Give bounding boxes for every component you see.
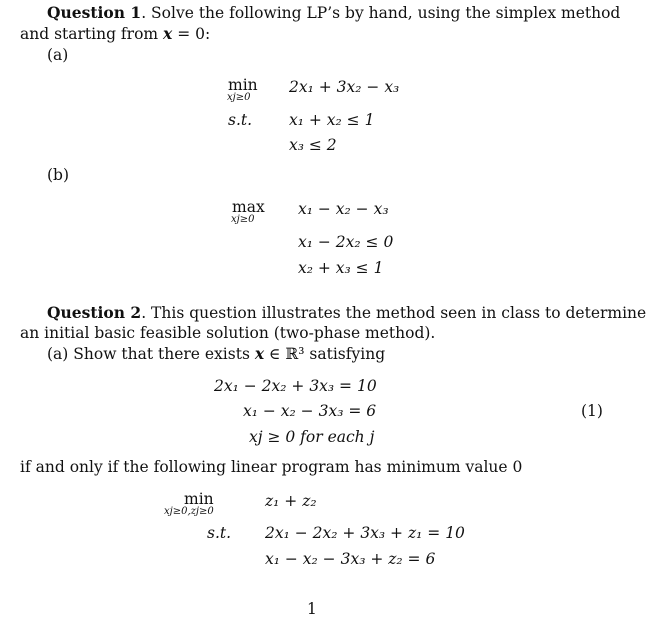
- lp-b-objective: x₁ − x₂ − x₃: [298, 200, 389, 218]
- lp-2-st: s.t.: [207, 524, 232, 542]
- q1-x-vector: x: [163, 24, 173, 43]
- lp-2-objective: z₁ + z₂: [265, 492, 317, 510]
- lp-a-constraint-1: x₁ + x₂ ≤ 1: [289, 111, 375, 129]
- lp-a-cond: xj≥0: [227, 92, 251, 103]
- q2-iff-line: if and only if the following linear program has minimum value 0: [20, 458, 523, 476]
- lp-2-opt: min: [184, 490, 214, 508]
- q2-heading: Question 2: [47, 303, 142, 322]
- q2-line3: [47, 345, 385, 363]
- q2-set-text: ∈ ℝ³ satisfying: [264, 345, 386, 363]
- page-number: 1: [307, 600, 317, 618]
- lp-a-objective: 2x₁ + 3x₂ − x₃: [289, 78, 400, 96]
- lp-a-st: s.t.: [228, 111, 253, 129]
- q1-part-a-label: (a): [47, 46, 69, 64]
- system-eq-1: 2x₁ − 2x₂ + 3x₃ = 10: [214, 377, 377, 395]
- q1-line2: [20, 25, 210, 43]
- q1-intro: . Solve the following LP’s by hand, using the simplex method: [141, 4, 621, 22]
- q1-heading: Question 1: [47, 3, 142, 22]
- q1-part-b-label: (b): [47, 166, 70, 184]
- q2-part-a-text: (a) Show that there exists: [47, 345, 255, 363]
- system-eq-2: x₁ − x₂ − 3x₃ = 6: [243, 402, 377, 420]
- lp-a-constraint-2: x₃ ≤ 2: [289, 136, 337, 154]
- q1-line1: [47, 4, 620, 22]
- lp-2-constraint-2: x₁ − x₂ − 3x₃ + z₂ = 6: [265, 550, 436, 568]
- lp-2-constraint-1: 2x₁ − 2x₂ + 3x₃ + z₁ = 10: [265, 524, 465, 542]
- lp-b-cond: xj≥0: [231, 214, 255, 225]
- lp-b-opt: max: [232, 198, 265, 216]
- q2-line1: [47, 304, 646, 322]
- lp-b-constraint-2: x₂ + x₃ ≤ 1: [298, 259, 384, 277]
- system-eq-3: xj ≥ 0 for each j: [249, 428, 375, 446]
- q1-start-eq: = 0:: [172, 25, 211, 43]
- q2-intro: . This question illustrates the method seen in class to determine: [141, 304, 647, 322]
- q2-x-vector: x: [254, 344, 265, 363]
- lp-2-cond: xj≥0,zj≥0: [164, 506, 214, 517]
- q2-line2: an initial basic feasible solution (two-phase method).: [20, 324, 436, 342]
- equation-number: (1): [581, 402, 603, 420]
- lp-b-constraint-1: x₁ − 2x₂ ≤ 0: [298, 233, 394, 251]
- q1-line2-text: and starting from: [20, 25, 164, 43]
- lp-a-opt: min: [228, 76, 258, 94]
